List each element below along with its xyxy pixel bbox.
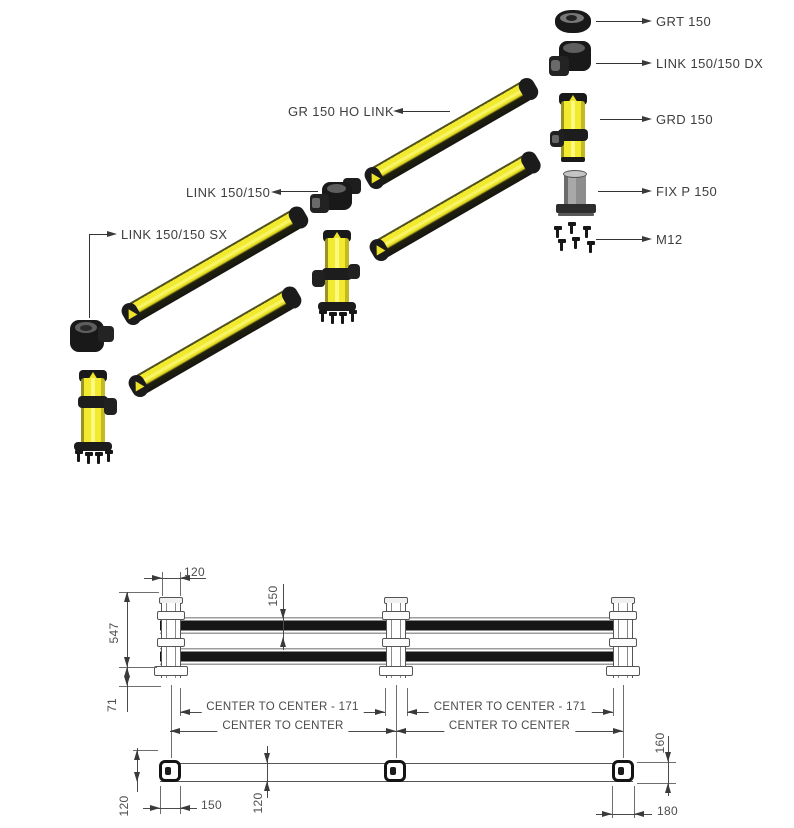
rail-clamp	[609, 611, 637, 620]
dimension-label-160: 160	[653, 732, 667, 754]
part-label-gr-150-ho-link: GR 150 HO LINK	[288, 104, 395, 119]
arrowhead-right-icon	[642, 18, 652, 24]
anchor-bolt	[341, 314, 344, 324]
extension-line	[385, 688, 386, 716]
front-post-right	[606, 597, 640, 685]
base-plate-left	[159, 760, 181, 782]
connector-highlight	[327, 184, 346, 193]
dimension-label-center-to-center: CENTER TO CENTER	[217, 720, 348, 732]
extension-line	[119, 686, 161, 687]
leader-line	[402, 111, 450, 112]
fix-p-150-part	[556, 170, 596, 217]
dimension-label-547: 547	[107, 622, 121, 644]
dimension-label-71: 71	[105, 698, 119, 712]
leader-line	[280, 191, 318, 192]
post-body	[81, 378, 105, 444]
leader-line	[89, 234, 107, 235]
rail-clamp	[382, 638, 410, 647]
extension-line	[160, 786, 161, 814]
dimension-label-120-middle: 120	[251, 792, 265, 814]
post-clamp-lobe	[312, 270, 325, 287]
rail-opening	[372, 242, 385, 255]
link-150-150-sx-part	[68, 318, 114, 356]
front-post-middle	[379, 597, 413, 685]
arrowhead-right-icon	[152, 575, 162, 581]
post-bottom-edge	[561, 157, 585, 162]
base-plate-middle	[384, 760, 406, 782]
arrowhead-left-icon	[180, 709, 190, 715]
part-label-link-150-150-sx: LINK 150/150 SX	[121, 227, 228, 242]
dimension-center-to-center-inner-right	[407, 701, 613, 717]
dimension-label-120-left: 120	[117, 795, 131, 817]
connector-bore	[80, 325, 92, 331]
leader-line	[598, 191, 642, 192]
rail-opening	[131, 378, 144, 391]
arrowhead-right-icon	[107, 231, 117, 237]
cap-bore	[566, 15, 577, 21]
m12-bolt	[574, 239, 577, 249]
anchor-bolt	[77, 452, 80, 462]
arrowhead-right-icon	[642, 188, 652, 194]
dimension-center-to-center-right	[396, 720, 623, 736]
front-post-left	[154, 597, 188, 685]
base-plate	[556, 204, 596, 213]
rail-opening	[124, 306, 137, 319]
rail-end-cap	[518, 148, 543, 176]
connector-face	[551, 60, 560, 71]
arrowhead-left-icon	[170, 728, 180, 734]
connector-lobe	[98, 326, 114, 342]
arrowhead-right-icon	[642, 60, 652, 66]
m12-bolt	[589, 243, 592, 253]
arrowhead-up-icon	[280, 637, 286, 647]
anchor-bolt	[107, 452, 110, 462]
rail-end-cap	[119, 300, 144, 328]
rail-clamp	[157, 638, 185, 647]
arrowhead-up-icon	[665, 783, 671, 793]
arrowhead-right-icon	[603, 709, 613, 715]
guard-post-middle-part	[318, 230, 356, 322]
arrowhead-up-icon	[124, 592, 130, 602]
base-plate-edge	[558, 213, 594, 216]
leader-line	[596, 21, 642, 22]
extension-line	[162, 572, 163, 596]
arrowhead-left-icon	[180, 805, 190, 811]
anchor-bolt	[97, 454, 100, 464]
connector-face	[312, 198, 320, 208]
arrowhead-left-icon	[396, 728, 406, 734]
dimension-label-150: 150	[201, 798, 222, 812]
dimension-label-center-to-center-171: CENTER TO CENTER - 171	[201, 701, 364, 713]
grd-150-post-part	[558, 93, 588, 165]
rail-end-cap	[516, 75, 541, 103]
leader-line	[89, 234, 90, 318]
anchor-bolt	[351, 312, 354, 322]
rail-opening	[367, 170, 380, 183]
arrowhead-right-icon	[642, 116, 652, 122]
dimension-center-to-center-left	[170, 720, 396, 736]
arrowhead-right-icon	[375, 709, 385, 715]
anchor-bolt	[321, 312, 324, 322]
arrowhead-left-icon	[407, 709, 417, 715]
anchor-bolt	[331, 314, 334, 324]
part-label-m12: M12	[656, 232, 683, 247]
rail-end-cap	[367, 236, 392, 264]
part-label-link-150-150-dx: LINK 150/150 DX	[656, 56, 764, 71]
post-clamp-lobe	[348, 264, 360, 279]
link-150-150-part	[310, 178, 362, 218]
dimension-label-120: 120	[184, 565, 205, 579]
dimension-line	[127, 592, 128, 667]
rail-clamp	[382, 611, 410, 620]
arrowhead-right-icon	[613, 728, 623, 734]
dimension-label-150: 150	[266, 585, 280, 607]
m12-bolt	[556, 228, 559, 238]
dimension-center-to-center-inner-left	[180, 701, 385, 717]
arrowhead-up-icon	[264, 781, 270, 791]
rail-clamp	[157, 611, 185, 620]
arrowhead-right-icon	[642, 236, 652, 242]
grt-150-cap-part	[555, 10, 591, 33]
post-flange	[379, 666, 413, 676]
arrowhead-down-icon	[665, 752, 671, 762]
leader-line	[596, 239, 642, 240]
m12-bolt	[570, 224, 573, 234]
post-clamp-lobe	[104, 398, 117, 415]
part-label-grt-150: GRT 150	[656, 14, 712, 29]
arrowhead-right-icon	[386, 728, 396, 734]
dimension-label-center-to-center-171: CENTER TO CENTER - 171	[429, 701, 592, 713]
anchor-bolt	[87, 454, 90, 464]
leader-line	[596, 63, 642, 64]
base-plate-right	[612, 760, 634, 782]
arrowhead-down-icon	[124, 657, 130, 667]
rail-end-cap	[126, 372, 151, 400]
m12-bolt	[585, 228, 588, 238]
arrowhead-down-icon	[134, 772, 140, 782]
connector-highlight	[563, 43, 585, 53]
leader-line	[600, 119, 642, 120]
rail-clamp	[609, 638, 637, 647]
rail-end-cap	[286, 203, 311, 231]
arrowhead-left-icon	[634, 811, 644, 817]
arrowhead-right-icon	[602, 811, 612, 817]
base-column-top	[563, 170, 587, 178]
link-150-150-dx-part	[549, 41, 593, 78]
arrowhead-down-icon	[280, 609, 286, 619]
part-label-fix-p-150: FIX P 150	[656, 184, 718, 199]
rail-end-cap	[279, 283, 304, 311]
m12-bolt	[560, 241, 563, 251]
part-label-grd-150: GRD 150	[656, 112, 713, 127]
post-flange	[154, 666, 188, 676]
arrowhead-down-icon	[124, 676, 130, 686]
post-flange	[606, 666, 640, 676]
post-clamp-face	[552, 135, 559, 143]
dimension-label-180: 180	[657, 804, 678, 818]
part-label-link-150-150: LINK 150/150	[186, 185, 271, 200]
dimension-label-center-to-center: CENTER TO CENTER	[444, 720, 575, 732]
arrowhead-down-icon	[264, 753, 270, 763]
rail-end-cap	[362, 164, 387, 192]
arrowhead-right-icon	[150, 805, 160, 811]
extension-line	[637, 762, 676, 763]
guard-post-left-part	[74, 370, 112, 462]
extension-line	[613, 688, 614, 716]
arrowhead-up-icon	[134, 750, 140, 760]
